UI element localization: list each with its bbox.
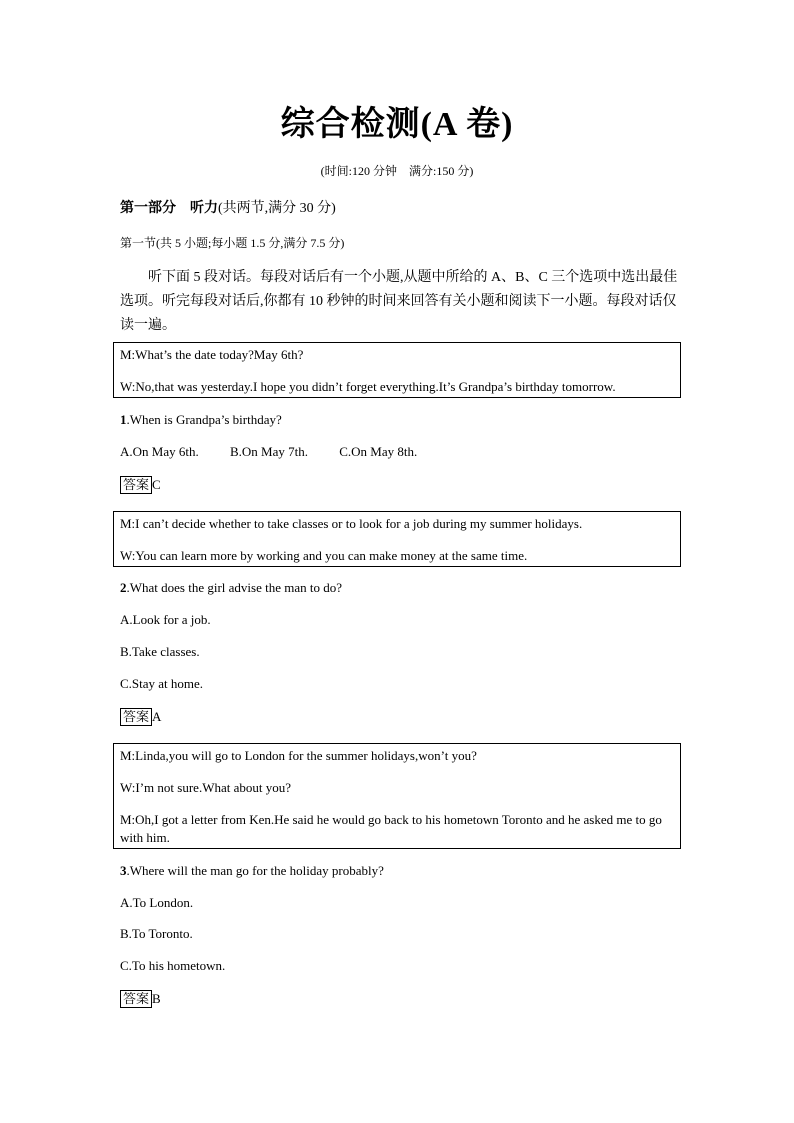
question-text: .Where will the man go for the holiday probably? [126, 863, 384, 878]
answer-tag: 答案 [120, 476, 152, 494]
option-b: B.Take classes. [120, 644, 200, 659]
question-text: .When is Grandpa’s birthday? [126, 412, 282, 427]
dialog-line: W:You can learn more by working and you can make money at the same time. [120, 548, 528, 563]
part-name: 第一部分 [120, 201, 176, 216]
part-heading [120, 197, 336, 217]
dialog-line: M:Oh,I got a letter from Ken.He said he would go back to his hometown Toronto and he asked me to go with him. [120, 812, 662, 845]
dialog-line: M:What’s the date today?May 6th? [120, 347, 304, 362]
question-3 [120, 862, 384, 880]
question-number: 1 [120, 412, 127, 427]
option-b: B.On May 7th. [229, 444, 308, 459]
answer-tag: 答案 [120, 708, 152, 726]
option-c: C.To his hometown. [120, 958, 226, 973]
answer-2 [120, 708, 161, 726]
dialog-box [113, 511, 681, 567]
option-a: A.On May 6th. [120, 444, 199, 459]
section-heading: 第一节(共 5 小题;每小题 1.5 分,满分 7.5 分) [120, 236, 345, 250]
option-a: A.To London. [120, 895, 194, 910]
instructions: 听下面 5 段对话。每段对话后有一个小题,从题中所给的 A、B、C 三个选项中选出最佳选项。听完每段对话后,你都有 10 秒钟的时间来回答有关小题和阅读下一小题。每段对话仅读一遍。 [120, 270, 678, 333]
dialog-box [113, 342, 681, 398]
option-a: A.Look for a job. [120, 612, 211, 627]
question-number: 2 [120, 580, 127, 595]
dialog-line: M:Linda,you will go to London for the summer holidays,won’t you? [120, 748, 477, 763]
question-2 [120, 579, 342, 597]
part-detail: (共两节,满分 30 分) [218, 201, 336, 216]
part-label: 听力 [190, 201, 218, 216]
page-title: 综合检测(A 卷) [280, 106, 514, 143]
answer-3 [120, 990, 161, 1008]
dialog-line: W:No,that was yesterday.I hope you didn’t forget everything.It’s Grandpa’s birthday tomorrow. [120, 379, 616, 394]
dialog-box [113, 743, 681, 849]
option-c: C.On May 8th. [339, 444, 418, 459]
dialog-line: M:I can’t decide whether to take classes or to look for a job during my summer holidays. [120, 516, 583, 531]
answer-tag: 答案 [120, 990, 152, 1008]
question-number: 3 [120, 863, 127, 878]
page-subtitle: (时间:120 分钟 满分:150 分) [320, 164, 474, 178]
option-b: B.To Toronto. [120, 926, 193, 941]
question-1 [120, 411, 282, 429]
answer-value: B [152, 991, 161, 1006]
option-c: C.Stay at home. [120, 676, 204, 691]
answer-1 [120, 476, 161, 494]
dialog-line: W:I’m not sure.What about you? [120, 780, 291, 795]
answer-value: A [152, 709, 162, 724]
answer-value: C [152, 477, 161, 492]
question-1-options [120, 443, 445, 461]
question-text: .What does the girl advise the man to do? [126, 580, 343, 595]
